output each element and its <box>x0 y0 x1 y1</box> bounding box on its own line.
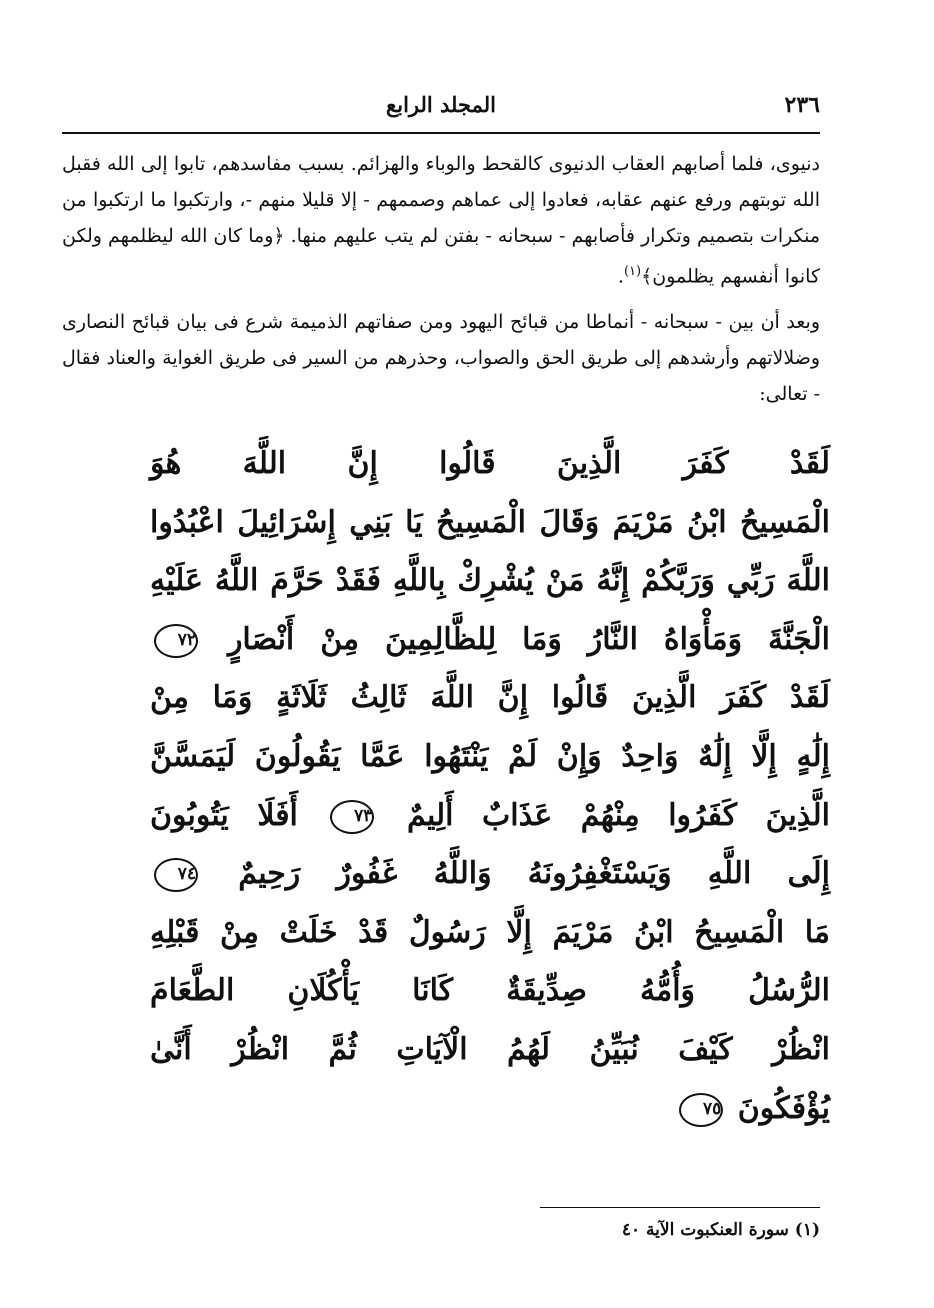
commentary-text <box>62 146 820 412</box>
ayah-number-marker: ٧٢ <box>154 624 198 658</box>
page-number: ٢٣٦ <box>784 92 820 118</box>
verse-line <box>150 435 830 494</box>
paragraph-2: وبعد أن بين - سبحانه - أنماطا من قبائح اليهود ومن صفاتهم الذميمة شرع فى بيان قبائح النصارى وضلالاتهم وأرشدهم إلى طريق الحق والصواب، وحذرهم من السير فى طريق الغواية والعناد فقال - تعالى: <box>62 311 820 406</box>
verse-text: مَا الْمَسِيحُ ابْنُ مَرْيَمَ إِلَّا رَسُولٌ قَدْ خَلَتْ مِنْ قَبْلِهِ <box>150 914 830 950</box>
verse-text: الرُّسُلُ وَأُمُّهُ صِدِّيقَةٌ كَانَا يَأْكُلَانِ الطَّعَامَ <box>150 973 830 1009</box>
verse-text: إِلَى اللَّهِ وَيَسْتَغْفِرُونَهُ وَاللَّهُ غَفُورٌ رَحِيمٌ <box>238 856 830 892</box>
footnote: (١) سورة العنكبوت الآية ٤٠ <box>621 1220 820 1240</box>
quran-verses <box>150 435 830 1138</box>
verse-text: لَقَدْ كَفَرَ الَّذِينَ قَالُوا إِنَّ اللَّهَ ثَالِثُ ثَلَاثَةٍ وَمَا مِنْ <box>150 680 830 716</box>
verse-line <box>150 494 830 553</box>
verse-line <box>150 1021 830 1080</box>
verse-line <box>150 1080 830 1139</box>
paragraph-1-text: دنيوى، فلما أصابهم العقاب الدنيوى كالقحط والوباء والهزائم. بسبب مفاسدهم، تابوا إلى الله فقبل الله توبتهم ورفع عنهم عقابه، فعادوا إلى عماهم وصممهم - إلا قليلا منهم -، وارتكبوا ما ارتكبوا من منكرات بتصميم وتكرار فأصابهم - سبحانه - بفتن لم يتب عليهم منها. ﴿وما كان الله ليظلمهم ولكن كانوا أنفسهم يظلمون﴾ <box>62 153 820 288</box>
header-divider <box>62 132 820 134</box>
ayah-number-marker: ٧٣ <box>330 800 374 834</box>
verse-line <box>150 962 830 1021</box>
verse-text: الْجَنَّةَ وَمَأْوَاهُ النَّارُ وَمَا لِلظَّالِمِينَ مِنْ أَنْصَارٍ <box>227 621 830 657</box>
verse-text: اللَّهَ رَبِّي وَرَبَّكُمْ إِنَّهُ مَنْ يُشْرِكْ بِاللَّهِ فَقَدْ حَرَّمَ اللَّهُ عَلَيْهِ <box>150 563 830 599</box>
verse-text: إِلَٰهٍ إِلَّا إِلَٰهٌ وَاحِدٌ وَإِنْ لَمْ يَنْتَهُوا عَمَّا يَقُولُونَ لَيَمَسَّنَّ <box>150 738 830 774</box>
paragraph-1 <box>62 146 820 294</box>
ayah-number-marker: ٧٤ <box>154 858 198 892</box>
verse-line <box>150 904 830 963</box>
verse-line <box>150 552 830 611</box>
footnote-reference: (١) <box>623 264 642 279</box>
paragraph-1-end: . <box>617 265 624 288</box>
verse-text: الَّذِينَ كَفَرُوا مِنْهُمْ عَذَابٌ أَلِيمٌ <box>406 797 831 833</box>
verse-text: لَقَدْ كَفَرَ الَّذِينَ قَالُوا إِنَّ اللَّهَ هُوَ <box>150 446 830 481</box>
verse-line <box>150 845 830 904</box>
verse-line <box>150 669 830 728</box>
verse-text: يُؤْفَكُونَ <box>737 1090 830 1126</box>
verse-line <box>150 728 830 787</box>
verse-line <box>150 787 830 846</box>
ayah-number-marker: ٧٥ <box>679 1093 723 1127</box>
verse-line <box>150 611 830 670</box>
verse-text-continued: أَفَلَا يَتُوبُونَ <box>150 797 327 833</box>
page-header <box>62 92 820 132</box>
verse-text: الْمَسِيحُ ابْنُ مَرْيَمَ وَقَالَ الْمَسِيحُ يَا بَنِي إِسْرَائِيلَ اعْبُدُوا <box>150 504 830 540</box>
footnote-divider <box>540 1207 820 1208</box>
verse-text: انْظُرْ كَيْفَ نُبَيِّنُ لَهُمُ الْآيَاتِ ثُمَّ انْظُرْ أَنَّىٰ <box>150 1031 830 1067</box>
volume-title: المجلد الرابع <box>386 92 496 117</box>
